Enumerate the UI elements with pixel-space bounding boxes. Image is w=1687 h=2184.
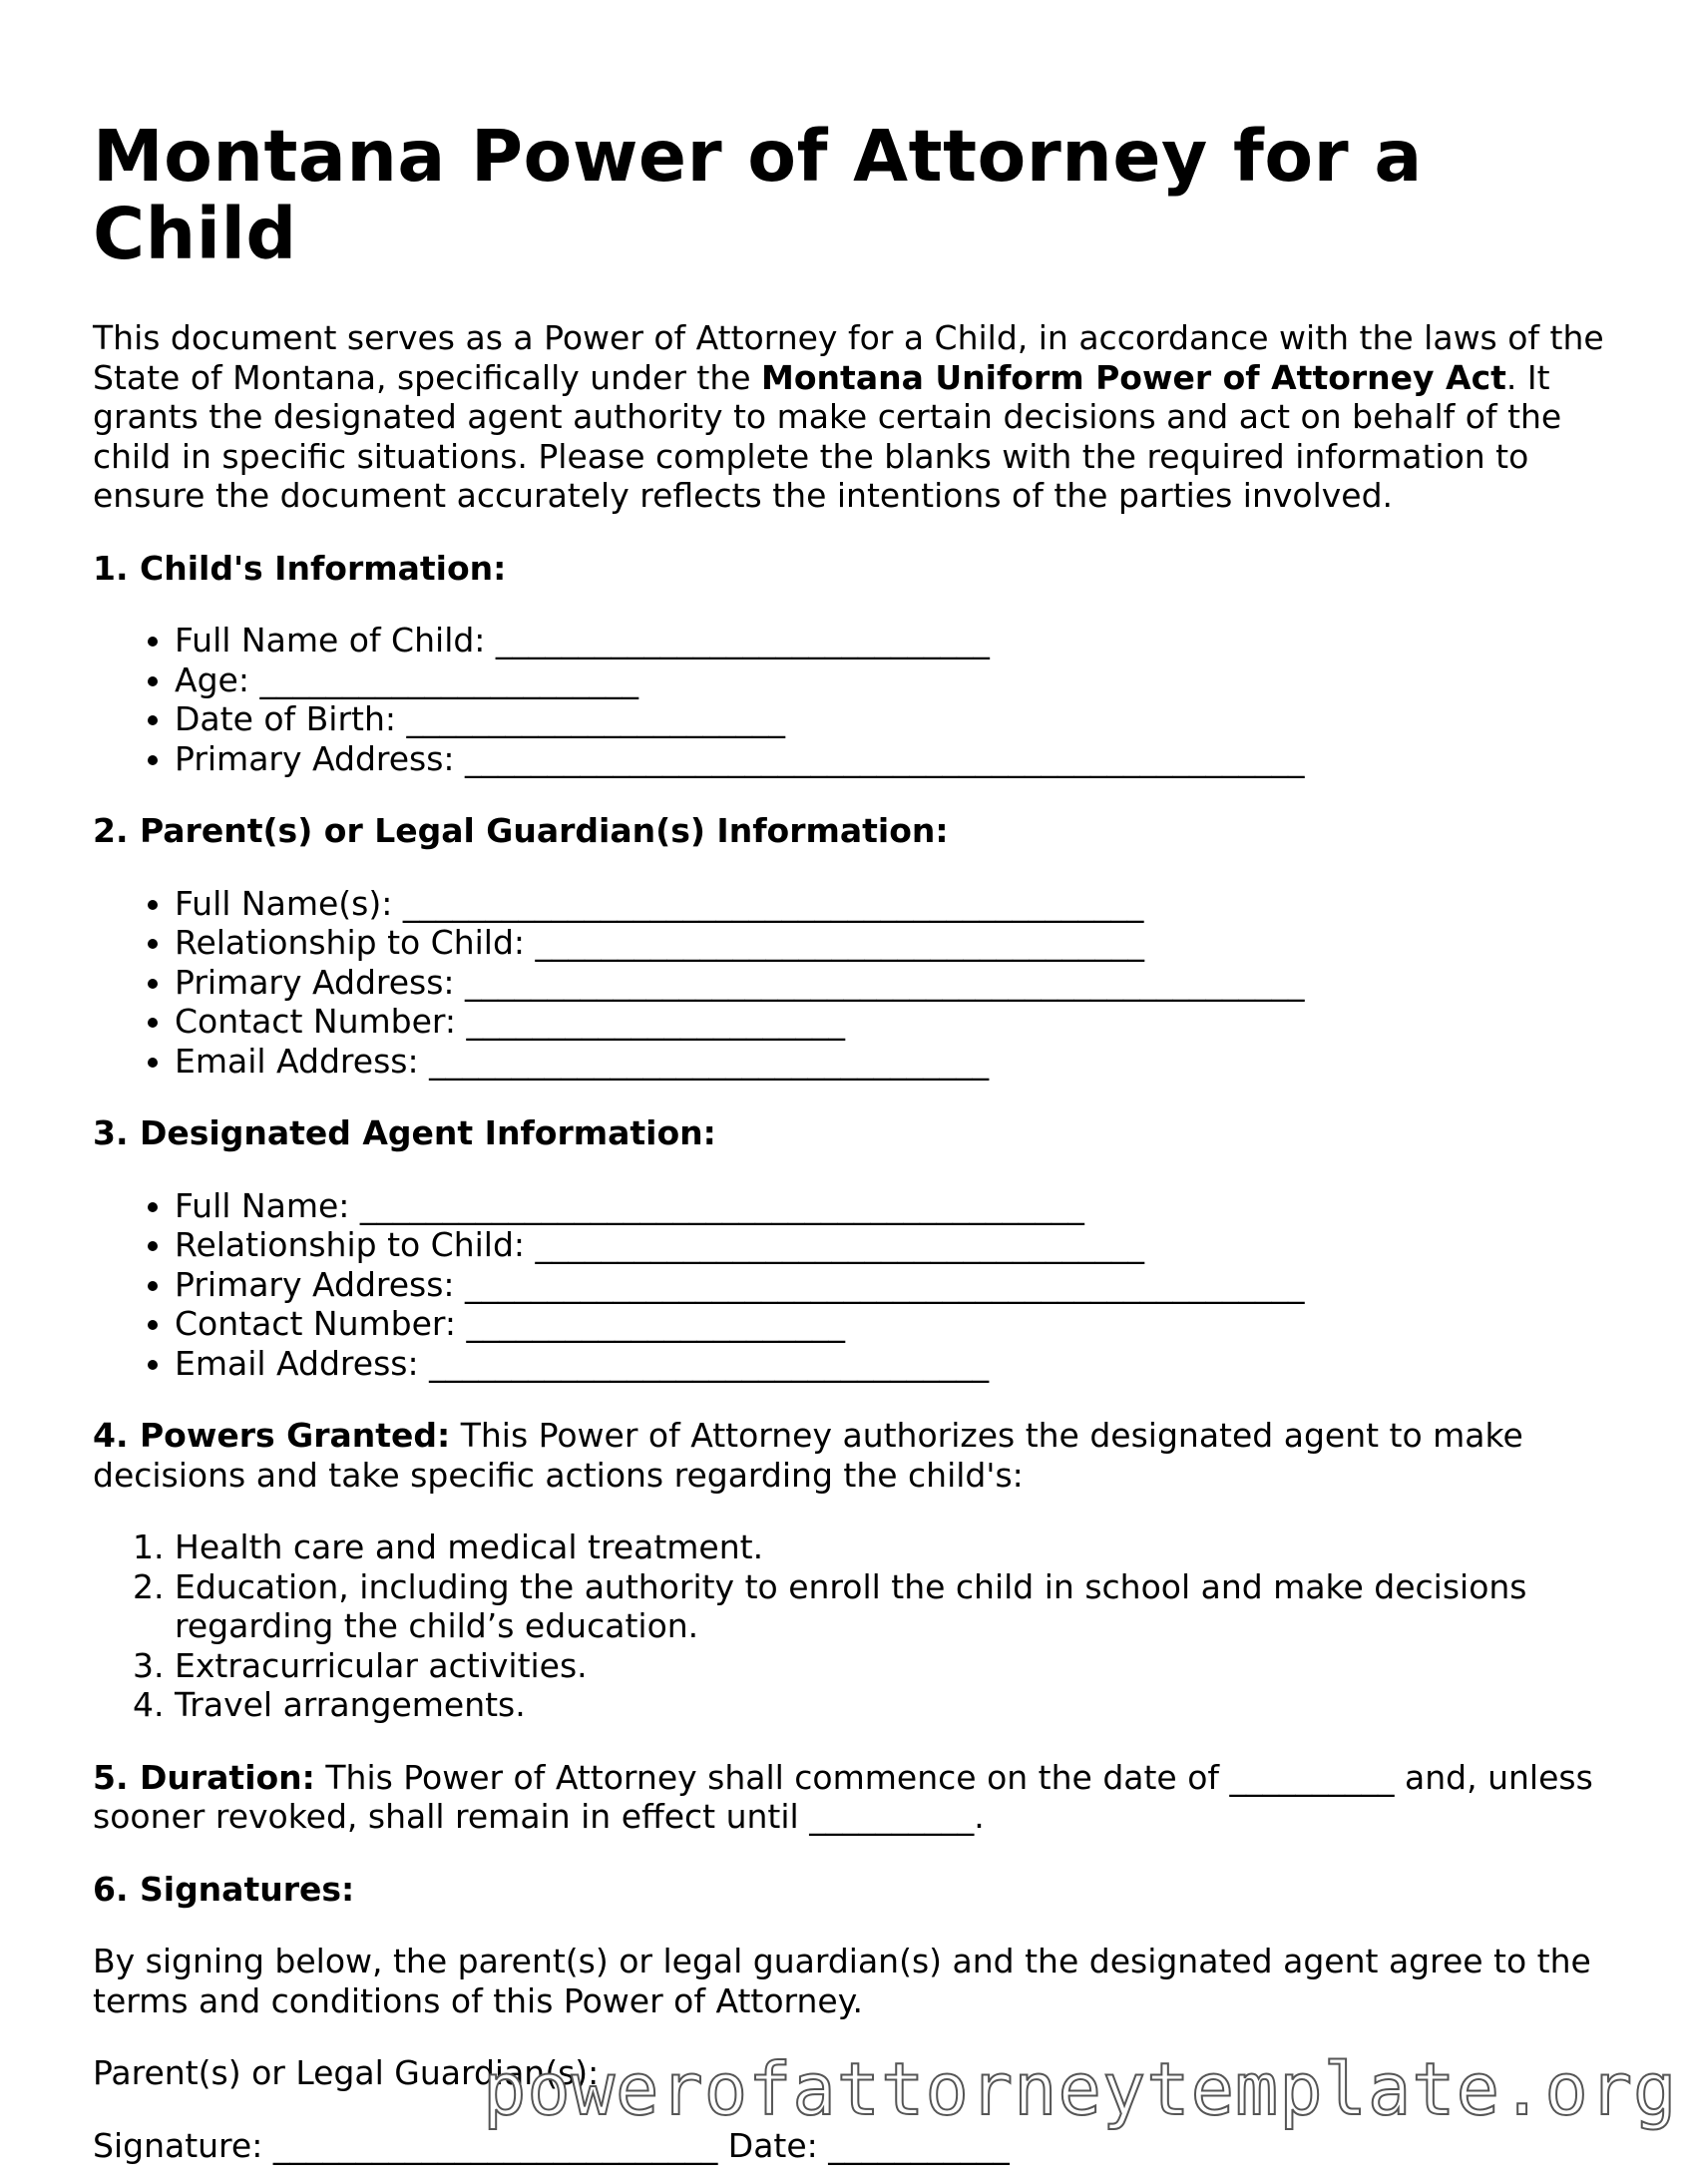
start-date-blank[interactable]: __________ — [1229, 1757, 1395, 1797]
list-item — [175, 1002, 1609, 1042]
watermark: powerofattorneytemplate.org — [483, 2047, 1678, 2131]
parent-relationship-blank[interactable]: _____________________________________ — [535, 923, 1145, 963]
field-label: Contact Number: — [175, 1002, 467, 1042]
date-blank[interactable]: ___________ — [828, 2125, 1010, 2165]
powers-text: This Power of Attorney authorizes the designated agent to make decisions and take specific actions regarding the child's: — [93, 1416, 1523, 1495]
field-label: Primary Address: — [175, 962, 466, 1002]
list-item — [175, 923, 1609, 963]
agent-name-blank[interactable]: ____________________________________________ — [359, 1185, 1084, 1225]
guardian-label: Parent(s) or Legal Guardian(s): — [93, 2053, 600, 2093]
list-item — [175, 1304, 1609, 1344]
agent-relationship-blank[interactable]: _____________________________________ — [535, 1225, 1145, 1265]
child-age-blank[interactable]: _______________________ — [259, 659, 638, 699]
field-label: Primary Address: — [175, 738, 466, 778]
end-date-blank[interactable]: __________ — [809, 1797, 975, 1837]
section-heading-child-info: 1. Child's Information: — [93, 548, 507, 588]
list-item — [175, 1186, 1609, 1226]
field-label: Full Name: — [175, 1185, 360, 1225]
date-label: Date: — [717, 2125, 829, 2165]
section-heading-agent-info: 3. Designated Agent Information: — [93, 1113, 716, 1153]
agent-address-blank[interactable]: ___________________________________________________ — [465, 1264, 1305, 1304]
list-item: 4. Travel arrangements. — [175, 1685, 1609, 1725]
section-heading-powers: 4. Powers Granted: — [93, 1416, 451, 1456]
list-item — [175, 660, 1609, 700]
field-label: Primary Address: — [175, 1264, 466, 1304]
intro-text-after: . It grants the designated agent authority to make certain decisions and act on behalf of the child in specific situations. Please complete the blanks with the required information to ensure the document accurately reflects the intentions of the parties involved. — [93, 357, 1562, 516]
child-address-blank[interactable]: ___________________________________________________ — [465, 738, 1305, 778]
list-item: 3. Extracurricular activities. — [175, 1646, 1609, 1686]
section-heading-duration: 5. Duration: — [93, 1757, 315, 1797]
child-info-list — [93, 621, 1609, 778]
duration-text: and, unless sooner revoked, shall remain in effect until — [93, 1757, 1593, 1837]
duration-text: This Power of Attorney shall commence on the date of — [314, 1757, 1230, 1797]
duration-paragraph — [93, 1758, 1609, 1837]
intro-paragraph — [93, 318, 1609, 516]
parent-email-blank[interactable]: __________________________________ — [429, 1041, 990, 1081]
list-item — [175, 1265, 1609, 1305]
parent-phone-blank[interactable]: _______________________ — [466, 1002, 845, 1042]
field-label: Full Name of Child: — [175, 621, 496, 660]
intro-act-name: Montana Uniform Power of Attorney Act — [761, 357, 1506, 397]
parent-address-blank[interactable]: ___________________________________________________ — [465, 962, 1305, 1002]
agent-phone-blank[interactable]: _______________________ — [466, 1304, 845, 1344]
field-label: Full Name(s): — [175, 883, 403, 923]
signatures-paragraph: By signing below, the parent(s) or legal guardian(s) and the designated agent agree to the terms and conditions of this Power of Attorney. — [93, 1942, 1591, 2020]
signature-label: Signature: — [93, 2125, 273, 2165]
document-title: Montana Power of Attorney for a Child — [93, 115, 1423, 276]
intro-text-before: This document serves as a Power of Attorney for a Child, in accordance with the laws of the State of Montana, specifically under the — [93, 318, 1604, 397]
field-label: Relationship to Child: — [175, 1225, 536, 1265]
field-label: Email Address: — [175, 1041, 430, 1081]
field-label: Age: — [175, 659, 260, 699]
list-item: 1. Health care and medical treatment. — [175, 1528, 1609, 1567]
field-label: Relationship to Child: — [175, 923, 536, 963]
section-heading-parent-info: 2. Parent(s) or Legal Guardian(s) Information: — [93, 811, 949, 851]
field-label: Date of Birth: — [175, 699, 407, 739]
list-item — [175, 621, 1609, 660]
field-label: Contact Number: — [175, 1304, 467, 1344]
document-page — [93, 0, 1609, 2165]
list-item — [175, 1225, 1609, 1265]
list-item — [175, 884, 1609, 924]
child-dob-blank[interactable]: _______________________ — [406, 699, 785, 739]
signature-blank[interactable]: ___________________________ — [272, 2125, 718, 2165]
parent-info-list — [93, 884, 1609, 1082]
list-item — [175, 739, 1609, 779]
powers-granted-paragraph — [93, 1416, 1609, 1495]
child-name-blank[interactable]: ______________________________ — [495, 621, 990, 660]
list-item — [175, 1344, 1609, 1384]
list-item: 2. Education, including the authority to enroll the child in school and make decisions regarding the child’s education. — [175, 1567, 1609, 1646]
list-item — [175, 699, 1609, 739]
list-item — [175, 1042, 1609, 1082]
list-item — [175, 963, 1609, 1003]
parent-name-blank[interactable]: _____________________________________________ — [402, 883, 1144, 923]
duration-text: . — [974, 1797, 985, 1837]
section-heading-signatures: 6. Signatures: — [93, 1869, 355, 1909]
agent-email-blank[interactable]: __________________________________ — [429, 1343, 990, 1383]
powers-list — [93, 1528, 1609, 1725]
signature-row — [93, 2126, 1609, 2166]
agent-info-list — [93, 1186, 1609, 1384]
field-label: Email Address: — [175, 1343, 430, 1383]
